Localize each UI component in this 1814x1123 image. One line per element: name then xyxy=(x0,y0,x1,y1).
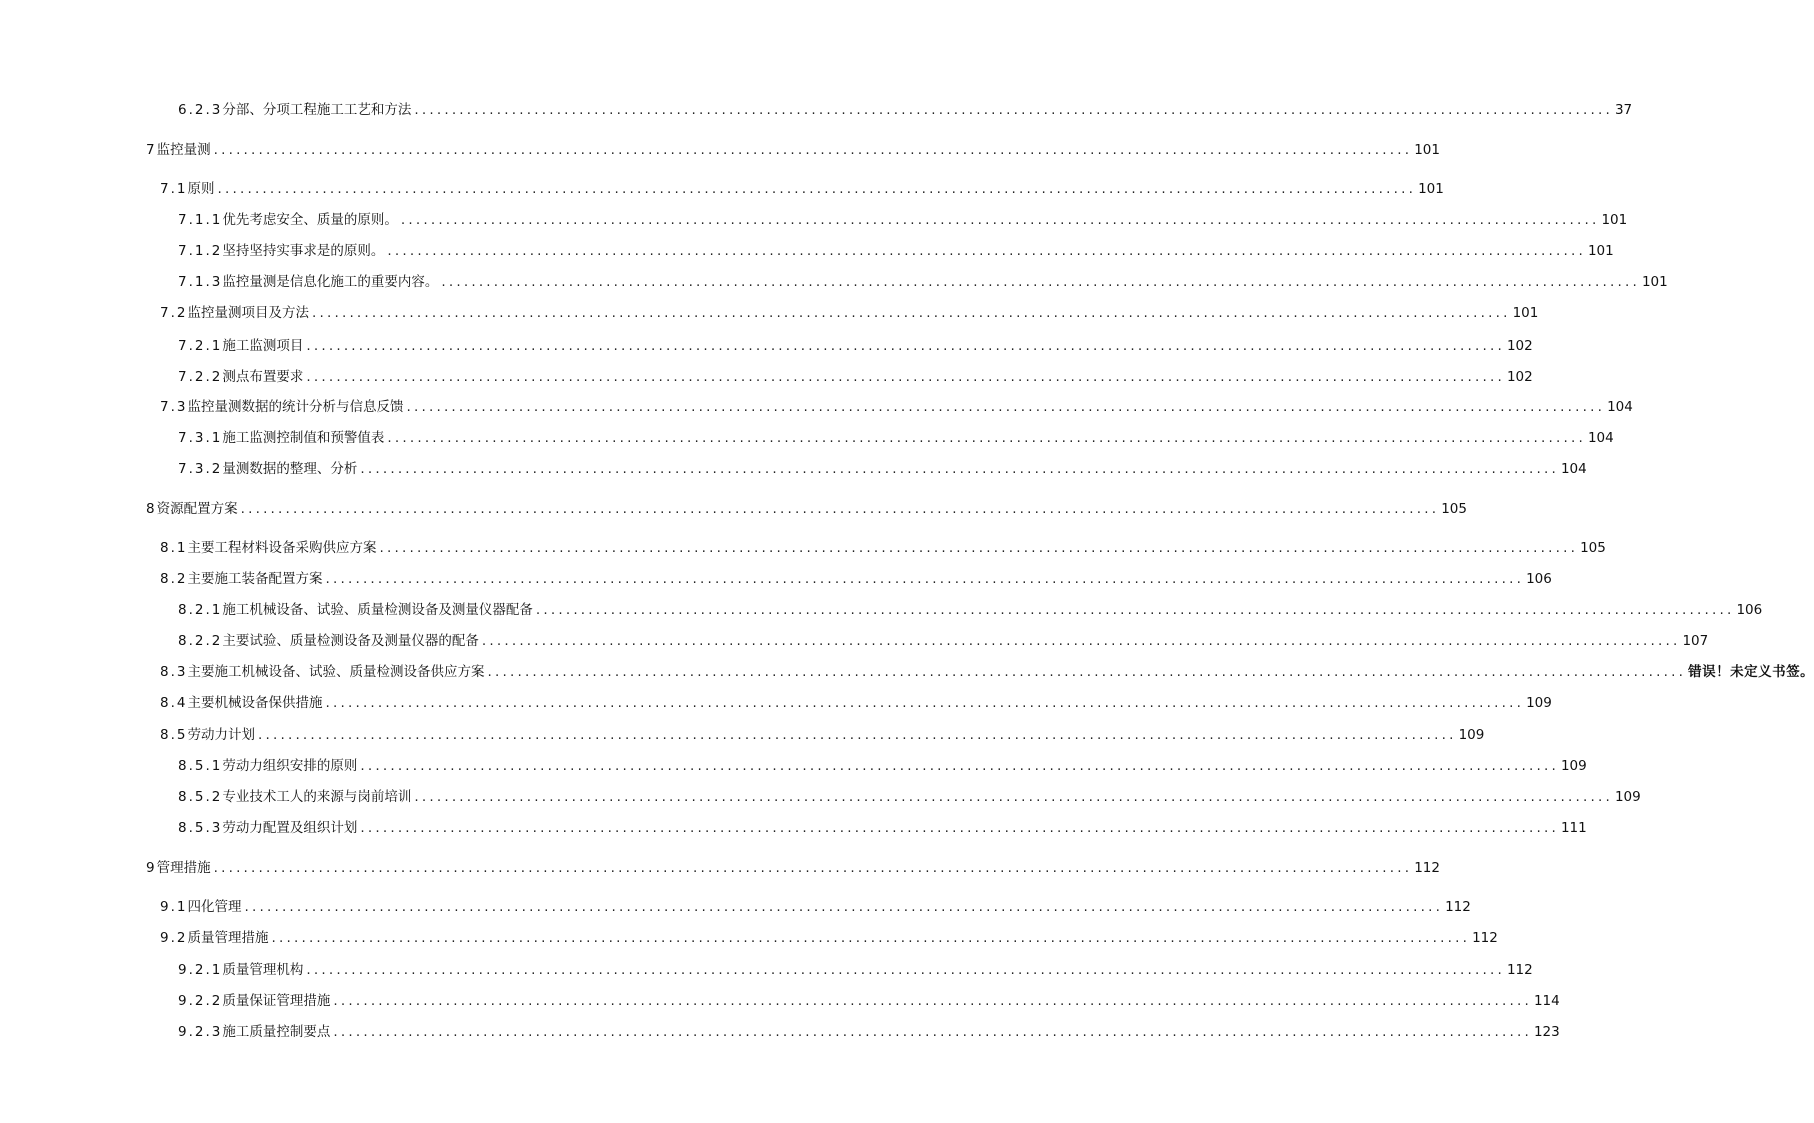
toc-dot-leader: ................................................................................................................................................................ xyxy=(414,789,1613,805)
toc-entry-title: 监控量测 xyxy=(156,142,211,158)
toc-entry-title: 监控量测数据的统计分析与信息反馈 xyxy=(187,399,404,415)
toc-entry[interactable] xyxy=(160,898,1471,916)
toc-entry[interactable] xyxy=(178,211,1628,229)
toc-dot-leader: ................................................................................................................................................................ xyxy=(213,142,1413,158)
toc-entry-title: 专业技术工人的来源与岗前培训 xyxy=(222,789,412,805)
toc-dot-leader: ................................................................................................................................................................ xyxy=(387,243,1586,259)
toc-entry-page: 101 xyxy=(1414,142,1440,158)
toc-entry-title: 质量管理措施 xyxy=(187,930,269,946)
toc-entry-title: 主要试验、质量检测设备及测量仪器的配备 xyxy=(222,633,479,649)
toc-entry-title: 监控量测是信息化施工的重要内容。 xyxy=(222,274,439,290)
toc-dot-leader: ................................................................................................................................................................ xyxy=(306,369,1505,385)
toc-dot-leader: ................................................................................................................................................................ xyxy=(311,305,1511,321)
toc-entry-title: 四化管理 xyxy=(187,899,242,915)
toc-entry-number: 7.2.1 xyxy=(178,338,223,354)
toc-dot-leader: ................................................................................................................................................................ xyxy=(487,664,1687,680)
toc-entry-page: 112 xyxy=(1445,899,1471,915)
toc-entry-page: 114 xyxy=(1533,993,1560,1009)
toc-entry[interactable] xyxy=(160,539,1606,557)
toc-dot-leader: ................................................................................................................................................................ xyxy=(400,212,1600,228)
toc-entry-title: 劳动力配置及组织计划 xyxy=(222,820,358,836)
toc-dot-leader: ................................................................................................................................................................ xyxy=(481,633,1681,649)
toc-entry-number: 8.2 xyxy=(160,571,188,587)
toc-dot-leader: ................................................................................................................................................................ xyxy=(333,993,1532,1009)
toc-entry-page: 111 xyxy=(1560,820,1587,836)
toc-dot-leader: ................................................................................................................................................................ xyxy=(441,274,1640,290)
toc-entry-title: 劳动力组织安排的原则 xyxy=(222,758,358,774)
toc-dot-leader: ................................................................................................................................................................ xyxy=(306,962,1505,978)
toc-dot-leader: ................................................................................................................................................................ xyxy=(360,820,1559,836)
toc-entry[interactable] xyxy=(178,819,1587,837)
toc-entry-page: 112 xyxy=(1414,860,1440,876)
toc-entry-number: 9.1 xyxy=(160,899,188,915)
toc-entry-number: 8.5 xyxy=(160,727,188,743)
toc-entry[interactable] xyxy=(178,337,1533,355)
toc-entry-title: 施工质量控制要点 xyxy=(222,1024,331,1040)
toc-entry-number: 7.1.1 xyxy=(178,212,223,228)
toc-entry[interactable] xyxy=(178,757,1587,775)
toc-entry-page: 105 xyxy=(1441,501,1467,517)
toc-entry-title: 施工监测项目 xyxy=(222,338,304,354)
toc-entry-title: 主要工程材料设备采购供应方案 xyxy=(187,540,377,556)
toc-entry[interactable] xyxy=(160,180,1444,198)
toc-entry-page: 101 xyxy=(1587,243,1614,259)
toc-entry-number: 8.3 xyxy=(160,664,188,680)
toc-entry-number: 8.2.2 xyxy=(178,633,223,649)
toc-entry-number: 8.5.1 xyxy=(178,758,223,774)
toc-entry[interactable] xyxy=(146,859,1440,877)
toc-entry-number: 8.1 xyxy=(160,540,188,556)
toc-entry[interactable] xyxy=(178,368,1533,386)
toc-entry-number: 7.1 xyxy=(160,181,188,197)
toc-entry-page: 104 xyxy=(1607,399,1633,415)
toc-entry[interactable] xyxy=(178,601,1763,619)
toc-entry-page: 101 xyxy=(1418,181,1444,197)
toc-entry-title: 管理措施 xyxy=(156,860,211,876)
toc-dot-leader: ................................................................................................................................................................ xyxy=(387,430,1586,446)
toc-dot-leader: ................................................................................................................................................................ xyxy=(217,181,1417,197)
toc-entry-number: 8.2.1 xyxy=(178,602,223,618)
toc-entry-number: 9.2 xyxy=(160,930,188,946)
toc-entry[interactable] xyxy=(160,929,1498,947)
toc-entry[interactable] xyxy=(178,961,1533,979)
toc-entry-number: 7 xyxy=(146,142,157,158)
toc-entry[interactable] xyxy=(160,304,1539,322)
toc-entry-page: 37 xyxy=(1614,102,1633,118)
toc-entry-number: 7.3.2 xyxy=(178,461,223,477)
toc-entry[interactable] xyxy=(178,632,1709,650)
toc-entry-number: 9.2.1 xyxy=(178,962,223,978)
toc-entry-page: 109 xyxy=(1526,695,1552,711)
toc-dot-leader: ................................................................................................................................................................ xyxy=(414,102,1613,118)
toc-entry-title: 质量管理机构 xyxy=(222,962,304,978)
toc-entry[interactable] xyxy=(178,992,1560,1010)
toc-entry-page: 104 xyxy=(1560,461,1587,477)
toc-dot-leader: ................................................................................................................................................................ xyxy=(213,860,1413,876)
toc-dot-leader: ................................................................................................................................................................ xyxy=(271,930,1471,946)
toc-entry-page: 109 xyxy=(1458,727,1485,743)
toc-entry-page: 101 xyxy=(1512,305,1539,321)
toc-entry-title: 原则 xyxy=(187,181,215,197)
toc-entry[interactable] xyxy=(178,273,1668,291)
toc-entry-page: 101 xyxy=(1641,274,1668,290)
toc-entry-number: 8.5.2 xyxy=(178,789,223,805)
toc-entry-title: 分部、分项工程施工工艺和方法 xyxy=(222,102,412,118)
toc-dot-leader: ................................................................................................................................................................ xyxy=(333,1024,1532,1040)
toc-entry-number: 7.2.2 xyxy=(178,369,223,385)
toc-entry-number: 9.2.2 xyxy=(178,993,223,1009)
toc-dot-leader: ................................................................................................................................................................ xyxy=(406,399,1606,415)
toc-entry-page: 105 xyxy=(1580,540,1606,556)
toc-entry-page: 104 xyxy=(1587,430,1614,446)
toc-entry-page: 102 xyxy=(1506,338,1533,354)
toc-entry[interactable] xyxy=(178,1023,1560,1041)
toc-entry[interactable] xyxy=(160,726,1485,744)
toc-entry-number: 9.2.3 xyxy=(178,1024,223,1040)
toc-dot-leader: ................................................................................................................................................................ xyxy=(257,727,1457,743)
toc-entry-title: 测点布置要求 xyxy=(222,369,304,385)
toc-dot-leader: ................................................................................................................................................................ xyxy=(325,695,1525,711)
toc-entry-title: 主要施工机械设备、试验、质量检测设备供应方案 xyxy=(187,664,485,680)
toc-entry-page: 109 xyxy=(1560,758,1587,774)
toc-entry-title: 坚持坚持实事求是的原则。 xyxy=(222,243,385,259)
toc-entry-page: 101 xyxy=(1601,212,1628,228)
toc-entry-title: 监控量测项目及方法 xyxy=(187,305,309,321)
toc-dot-leader: ................................................................................................................................................................ xyxy=(379,540,1579,556)
toc-dot-leader: ................................................................................................................................................................ xyxy=(244,899,1444,915)
toc-entry[interactable] xyxy=(160,663,1814,681)
toc-entry[interactable] xyxy=(178,101,1633,119)
toc-entry[interactable] xyxy=(160,694,1552,712)
toc-entry[interactable] xyxy=(178,460,1587,478)
toc-entry-page: 106 xyxy=(1526,571,1552,587)
toc-entry[interactable] xyxy=(146,500,1467,518)
toc-entry-number: 7.3.1 xyxy=(178,430,223,446)
toc-entry-title: 质量保证管理措施 xyxy=(222,993,331,1009)
toc-entry-number: 6.2.3 xyxy=(178,102,223,118)
toc-entry-number: 9 xyxy=(146,860,157,876)
toc-dot-leader: ................................................................................................................................................................ xyxy=(535,602,1735,618)
toc-entry-number: 7.1.2 xyxy=(178,243,223,259)
toc-dot-leader: ................................................................................................................................................................ xyxy=(306,338,1505,354)
toc-entry-page: 102 xyxy=(1506,369,1533,385)
toc-entry-page: 107 xyxy=(1682,633,1709,649)
toc-entry[interactable] xyxy=(146,141,1440,159)
toc-entry[interactable] xyxy=(160,398,1633,416)
toc-entry-title: 主要施工装备配置方案 xyxy=(187,571,323,587)
toc-entry-number: 7.1.3 xyxy=(178,274,223,290)
toc-dot-leader: ................................................................................................................................................................ xyxy=(325,571,1525,587)
toc-entry-number: 8.5.3 xyxy=(178,820,223,836)
toc-entry[interactable] xyxy=(178,242,1614,260)
toc-entry-page: 112 xyxy=(1472,930,1498,946)
toc-entry-number: 7.2 xyxy=(160,305,188,321)
toc-dot-leader: ................................................................................................................................................................ xyxy=(360,758,1559,774)
toc-entry-number: 7.3 xyxy=(160,399,188,415)
toc-entry-page: 106 xyxy=(1736,602,1763,618)
toc-entry-title: 资源配置方案 xyxy=(156,501,238,517)
toc-entry-title: 优先考虑安全、质量的原则。 xyxy=(222,212,398,228)
toc-entry-title: 主要机械设备保供措施 xyxy=(187,695,323,711)
toc-entry-number: 8 xyxy=(146,501,157,517)
toc-entry-page: 123 xyxy=(1533,1024,1560,1040)
toc-entry-page: 109 xyxy=(1614,789,1641,805)
toc-entry[interactable] xyxy=(160,570,1552,588)
toc-entry-title: 劳动力计划 xyxy=(187,727,255,743)
toc-entry-page: 112 xyxy=(1506,962,1533,978)
toc-entry-title: 施工机械设备、试验、质量检测设备及测量仪器配备 xyxy=(222,602,533,618)
toc-dot-leader: ................................................................................................................................................................ xyxy=(240,501,1440,517)
toc-entry-number: 8.4 xyxy=(160,695,188,711)
toc-entry[interactable] xyxy=(178,429,1614,447)
toc-dot-leader: ................................................................................................................................................................ xyxy=(360,461,1559,477)
toc-entry-title: 量测数据的整理、分析 xyxy=(222,461,358,477)
toc-entry-title: 施工监测控制值和预警值表 xyxy=(222,430,385,446)
toc-entry[interactable] xyxy=(178,788,1641,806)
toc-entry-error: 错误！未定义书签。 xyxy=(1688,664,1814,680)
